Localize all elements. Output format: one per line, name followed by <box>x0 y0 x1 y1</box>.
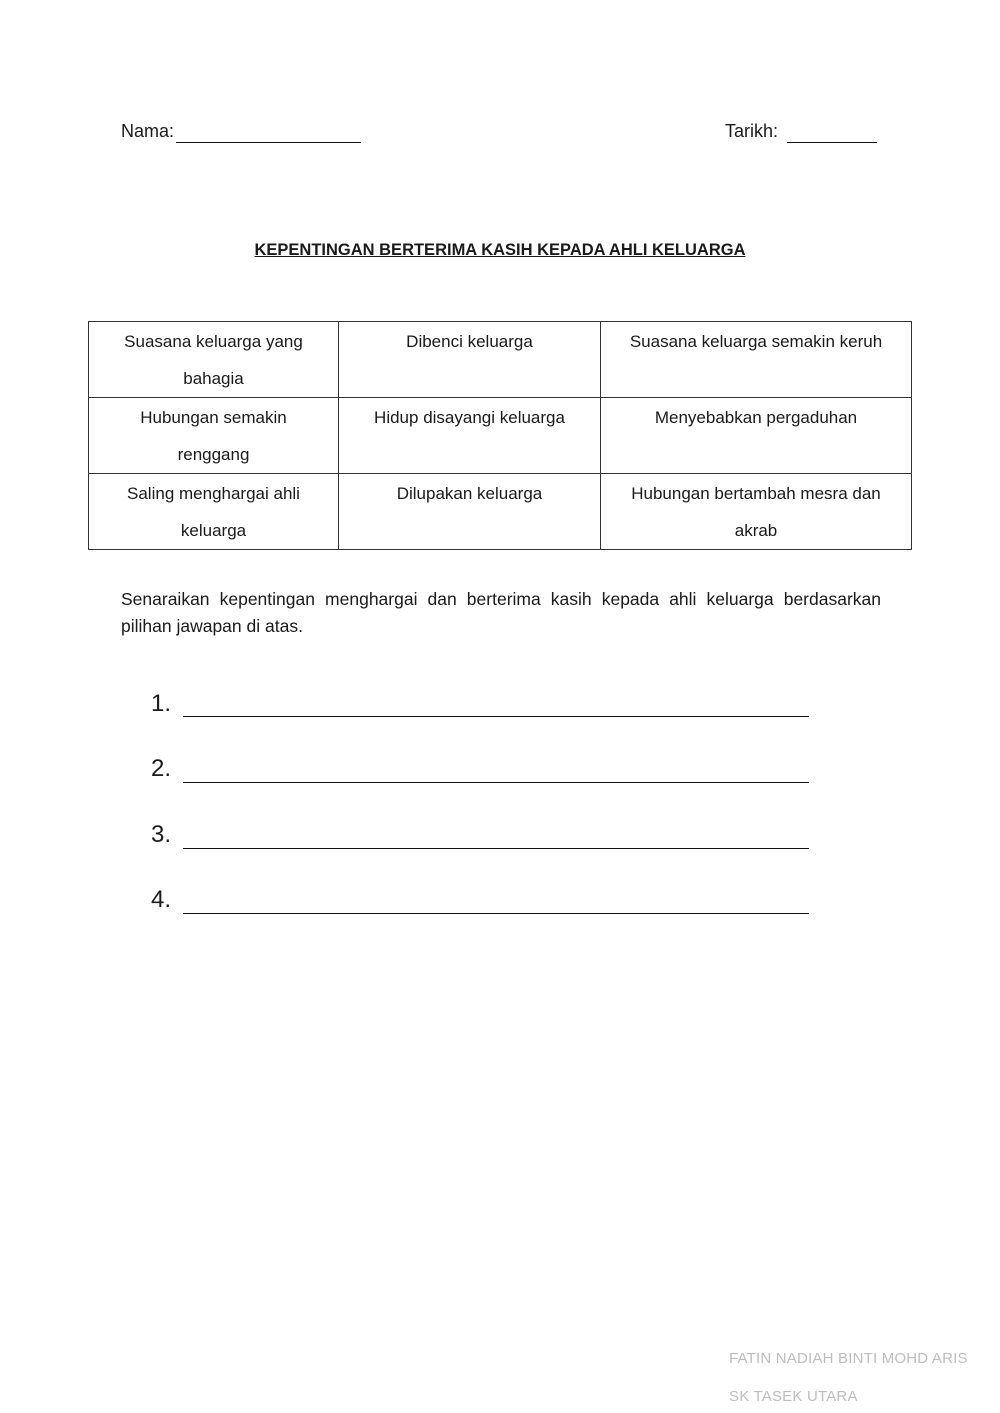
choice-cell[interactable]: Suasana keluarga yang bahagia <box>89 322 339 398</box>
choice-cell[interactable]: Suasana keluarga semakin keruh <box>601 322 912 398</box>
name-blank[interactable] <box>176 142 361 143</box>
answer-line-4[interactable] <box>183 913 809 914</box>
answer-number-3: 3. <box>151 821 172 848</box>
choice-cell[interactable]: Dibenci keluarga <box>339 322 601 398</box>
answer-line-3[interactable] <box>183 848 809 849</box>
table-row <box>89 322 912 398</box>
footer-author: FATIN NADIAH BINTI MOHD ARIS <box>729 1350 968 1367</box>
answer-number-2: 2. <box>151 755 172 782</box>
choice-cell[interactable]: Dilupakan keluarga <box>339 474 601 550</box>
name-label: Nama: <box>121 121 175 141</box>
answer-line-1[interactable] <box>183 716 809 717</box>
answer-line-2[interactable] <box>183 782 809 783</box>
choice-cell[interactable]: Hidup disayangi keluarga <box>339 398 601 474</box>
answer-number-1: 1. <box>151 690 172 717</box>
worksheet-title: KEPENTINGAN BERTERIMA KASIH KEPADA AHLI KELUARGA <box>254 241 746 259</box>
instruction-text: Senaraikan kepentingan menghargai dan berterima kasih kepada ahli keluarga berdasarkan pilihan jawapan di atas. <box>121 589 881 636</box>
answer-number-4: 4. <box>151 886 172 913</box>
choices-table <box>88 321 912 550</box>
date-blank[interactable] <box>787 142 877 143</box>
footer-school: SK TASEK UTARA <box>729 1388 858 1405</box>
choice-cell[interactable]: Menyebabkan pergaduhan <box>601 398 912 474</box>
table-row <box>89 398 912 474</box>
date-label: Tarikh: <box>725 121 779 141</box>
choice-cell[interactable]: Hubungan semakin renggang <box>89 398 339 474</box>
table-row <box>89 474 912 550</box>
choice-cell[interactable]: Saling menghargai ahli keluarga <box>89 474 339 550</box>
choice-cell[interactable]: Hubungan bertambah mesra dan akrab <box>601 474 912 550</box>
